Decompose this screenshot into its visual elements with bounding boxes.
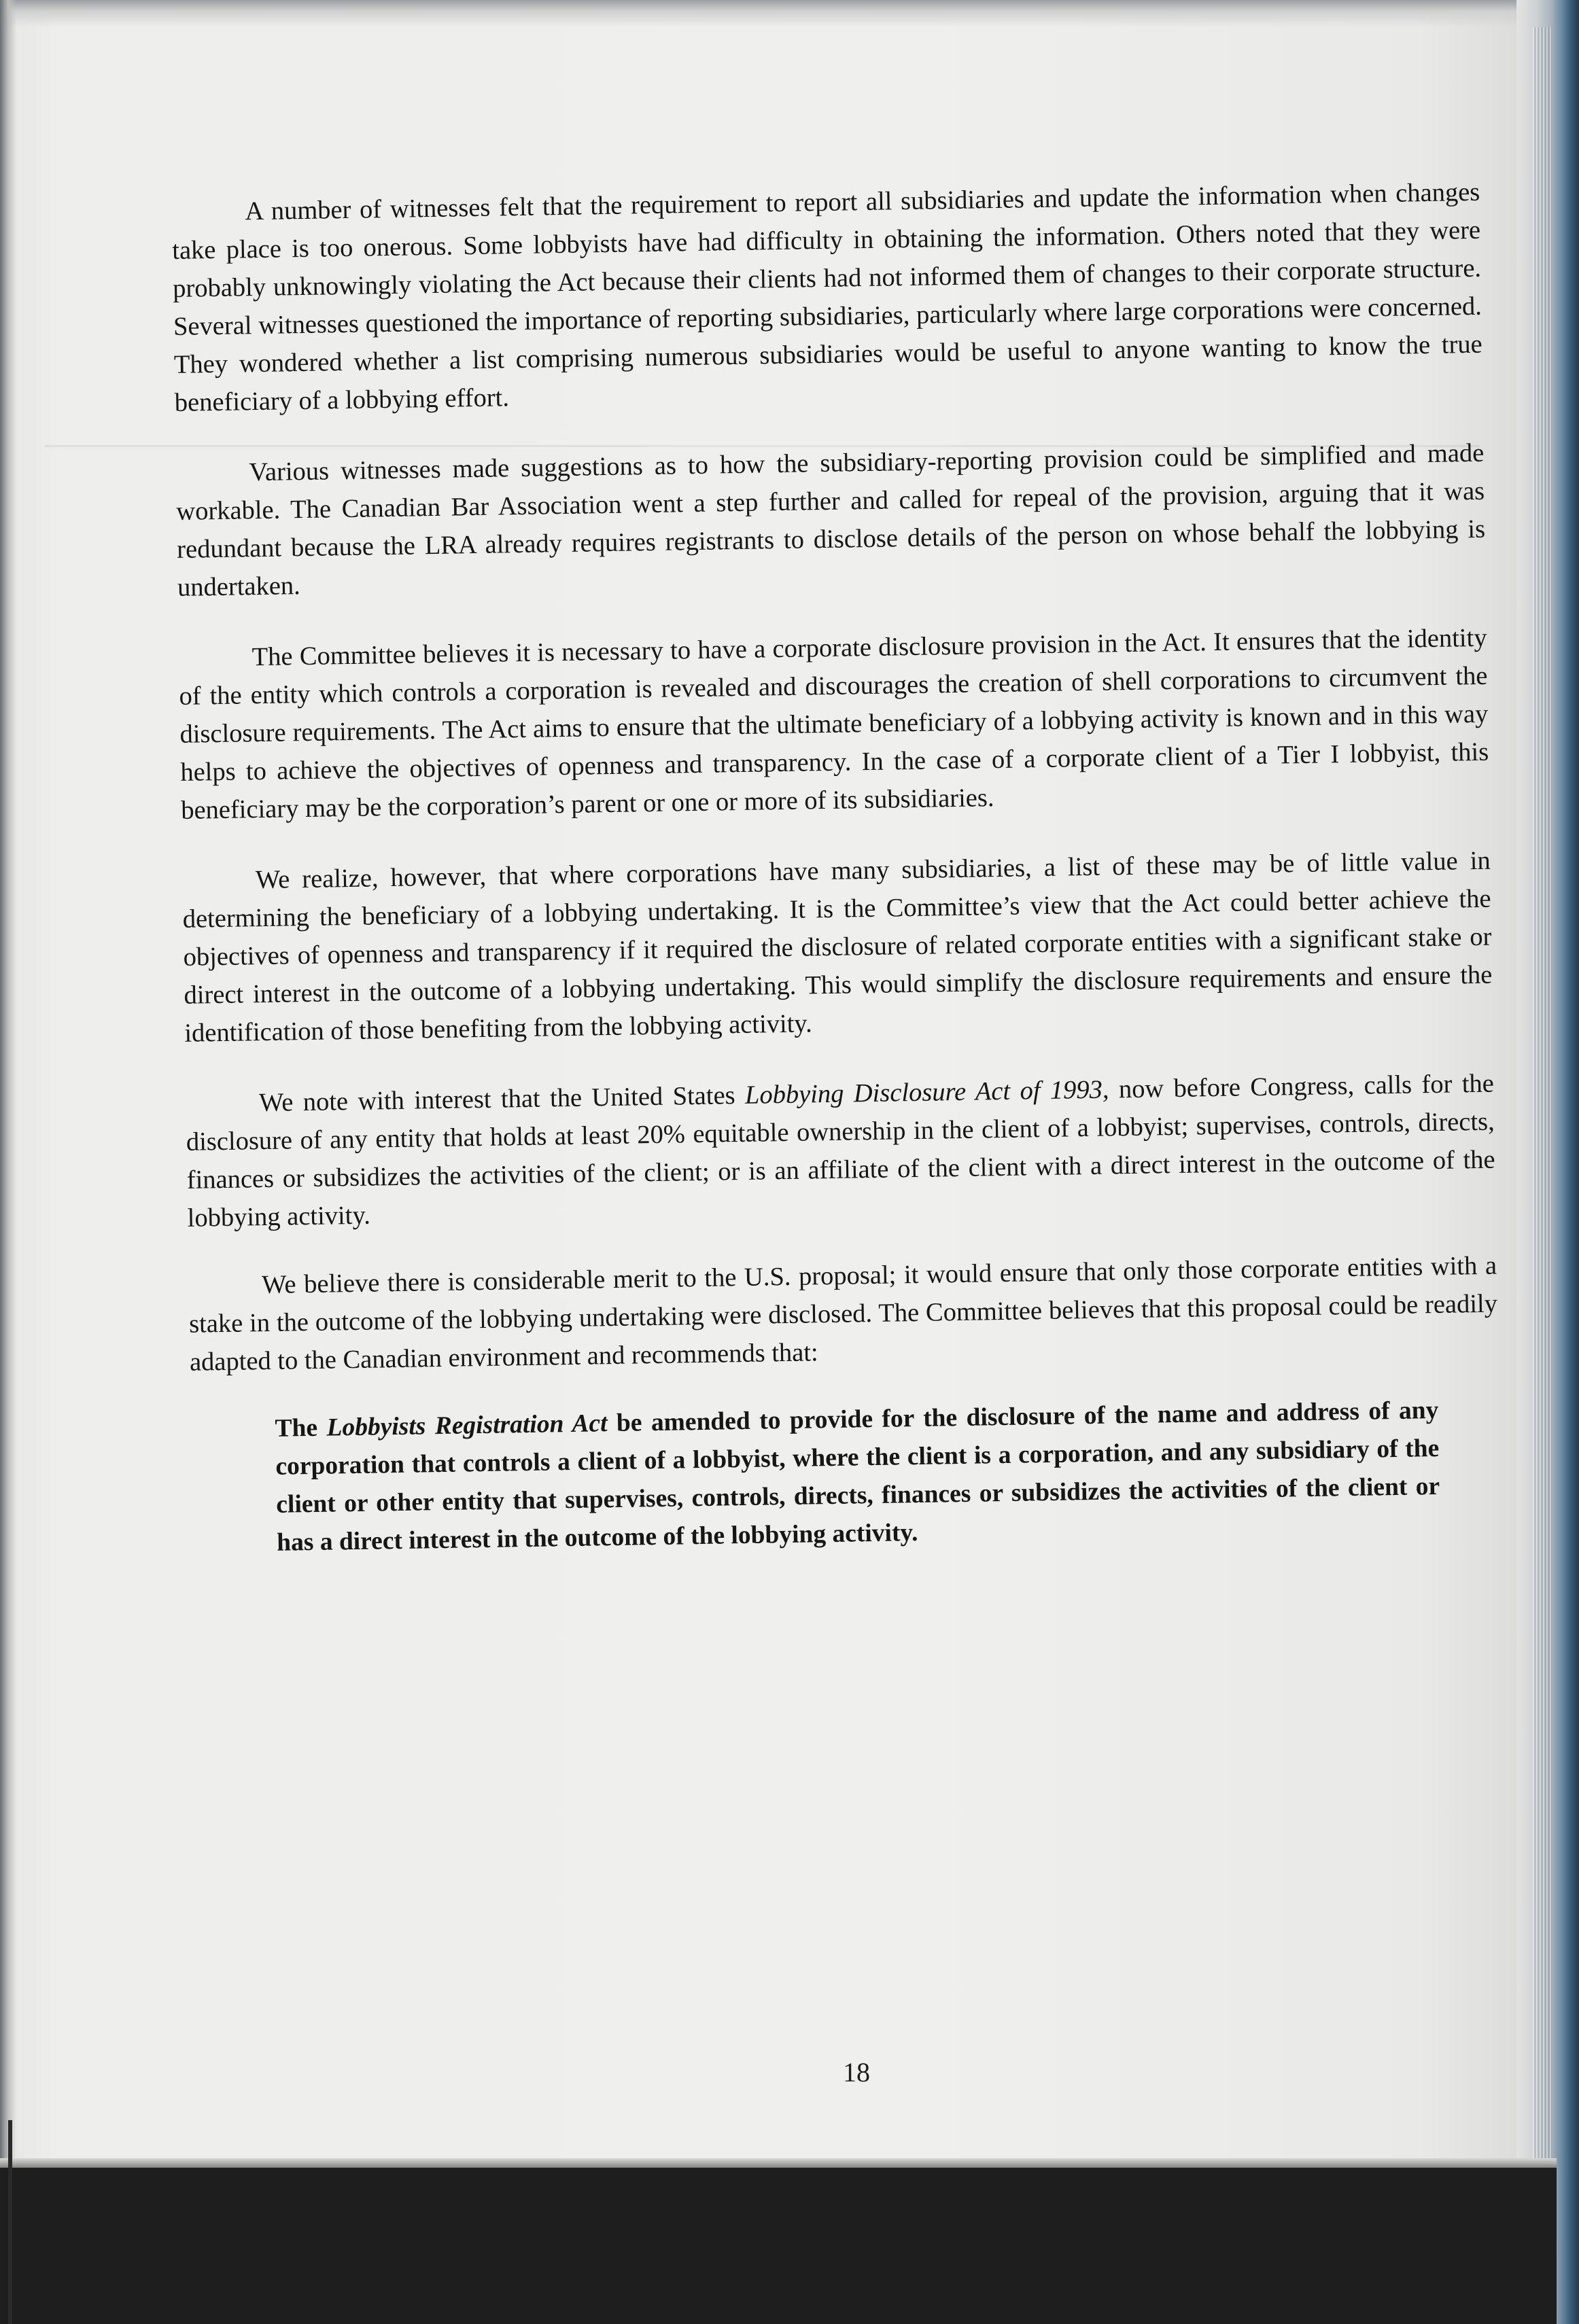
recommendation — [275, 1392, 1440, 1562]
left-edge-mark — [8, 2120, 12, 2324]
recommendation-lead: The — [275, 1413, 327, 1443]
page-number: 18 — [843, 2057, 870, 2088]
paragraph-us-lobbying-act — [186, 1065, 1496, 1237]
recommendation-rest: be amended to provide for the disclosure of the name and address of any corporation that controls a client of a lobbyist, where the client is a corporation, and any subsidiary of the client or other entity that supervises, controls, directs, finances or subsidizes the activities of the client or has a direct interest in the outcome of the lobbying activity. — [275, 1396, 1440, 1557]
us-act-title: Lobbying Disclosure Act of 1993, — [744, 1075, 1109, 1110]
us-act-rest: now before Congress, calls for the disclosure of any entity that holds at least 20% equitable ownership in the client of a lobbyist; supervises, controls, directs, finances or subsidizes the activities of the client; or is an affiliate of the client with a direct interest in the outcome of the lobbying activity. — [186, 1069, 1495, 1233]
us-act-lead: We note with interest that the United States — [258, 1080, 746, 1118]
body-text — [171, 173, 1501, 1564]
paragraph-us-proposal-merit: We believe there is considerable merit to the U.S. proposal; it would ensure that only those corporate entities with a stake in the outcome of the lobbying undertaking were disclosed. The Committee believes that this proposal could be readily adapted to the Canadian environment and recommends that: — [188, 1251, 1498, 1377]
page-stack-edges — [1533, 27, 1552, 2256]
top-shadow — [0, 0, 1579, 27]
recommendation-act-title: Lobbyists Registration Act — [326, 1409, 608, 1442]
paragraph-witness-suggestions: Various witnesses made suggestions as to how the subsidiary-reporting provision could be simplified and made workable. The Canadian Bar Association went a step further and called for repeal of the provision, arguing that it was redundant because the LRA already requires registrants to disclose details of the person on whose behalf the lobbying is undertaken. — [176, 438, 1486, 602]
paragraph-committee-belief: The Committee believes it is necessary to have a corporate disclosure provision in the Act. It ensures that the identity of the entity which controls a corporation is revealed and discourages the creation of shell corporations to circumvent the disclosure requirements. The Act aims to ensure that the ultimate beneficiary of a lobbying activity is known and in this way helps to achieve the objectives of openness and transparency. In the case of a corporate client of a Tier I lobbyist, this beneficiary may be the corporation’s parent or one or more of its subsidiaries. — [179, 623, 1489, 825]
left-shadow — [0, 0, 16, 2324]
paragraph-many-subsidiaries: We realize, however, that where corporations have many subsidiaries, a list of these may be of little value in determining the beneficiary of a lobbying undertaking. It is the Committee’s view that the Act could better achieve the objectives of openness and transparency if it required the disclosure of related corporate entities with a significant stake or direct interest in the outcome of a lobbying undertaking. This would simplify the disclosure requirements and ensure the identification of those benefiting from the lobbying activity. — [182, 846, 1493, 1048]
paragraph-subsidiary-reporting-burden: A number of witnesses felt that the requirement to report all subsidiaries and update the information when changes take place is too onerous. Some lobbyists have had difficulty in obtaining the information. Others noted that they were probably unknowingly violating the Act because their clients had not informed them of changes to their corporate structure. Several witnesses questioned the importance of reporting subsidiaries, particularly where large corporations were concerned. They wondered whether a list comprising numerous subsidiaries would be useful to anyone wanting to know the true beneficiary of a lobbying effort. — [171, 177, 1483, 417]
scanner-bottom-band — [0, 2168, 1557, 2324]
